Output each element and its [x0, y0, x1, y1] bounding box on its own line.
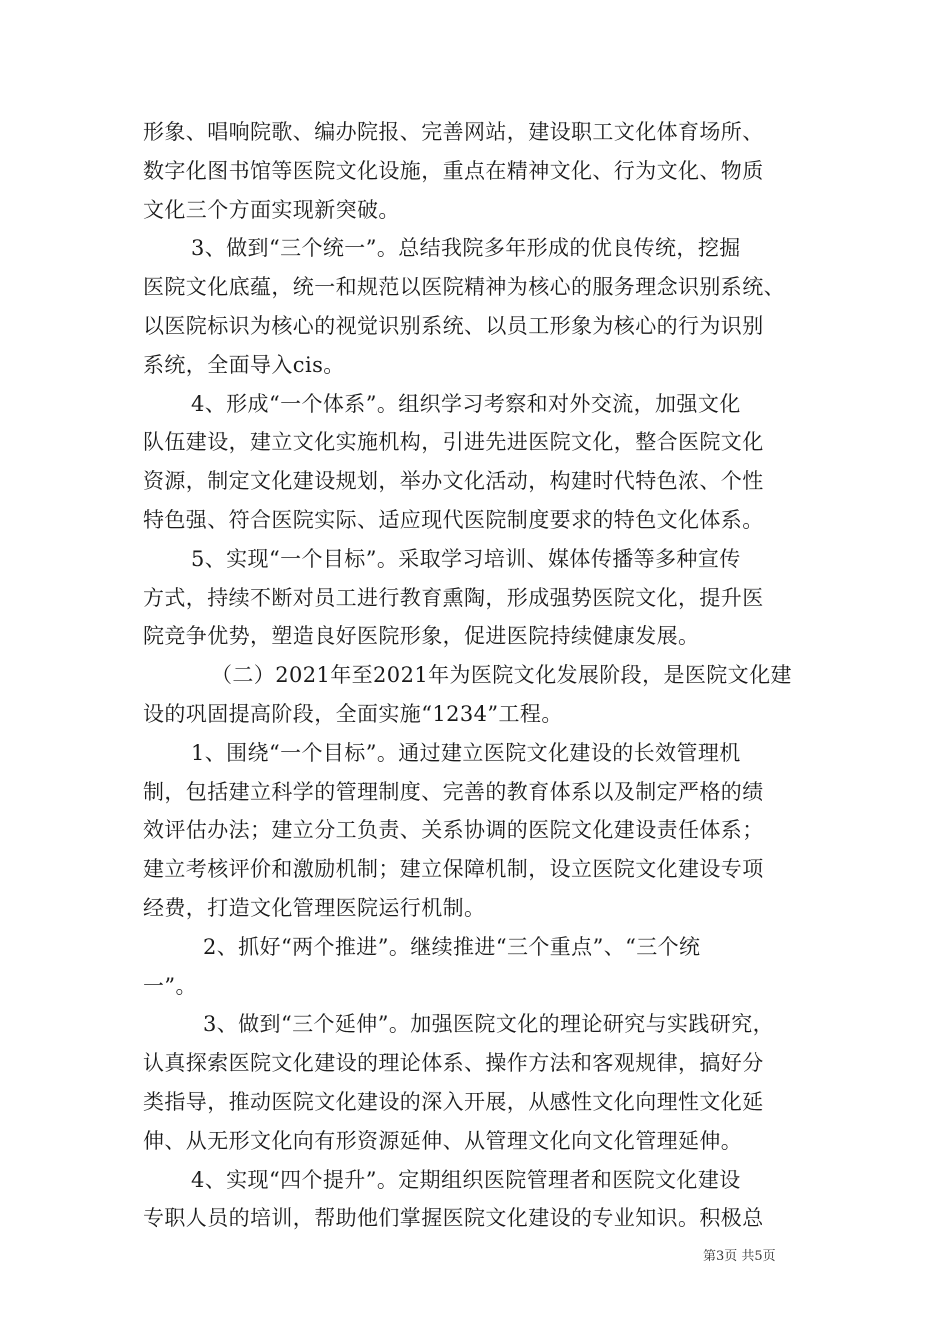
text-line: 5、实现“一个目标”。采取学习培训、媒体传播等多种宣传	[191, 546, 741, 571]
text-line: 认真探索医院文化建设的理论体系、操作方法和客观规律，搞好分	[143, 1051, 764, 1076]
text-line: 4、形成“一个体系”。组织学习考察和对外交流，加强文化	[191, 391, 741, 416]
text-line: 院竞争优势，塑造良好医院形象，促进医院持续健康发展。	[143, 624, 700, 649]
text-line: 形象、唱响院歌、编办院报、完善网站，建设职工文化体育场所、	[143, 120, 764, 144]
text-line: 经费，打造文化管理医院运行机制。	[143, 895, 486, 920]
text-line: 4、实现“四个提升”。定期组织医院管理者和医院文化建设	[191, 1167, 741, 1192]
text-line: 建立考核评价和激励机制；建立保障机制，设立医院文化建设专项	[143, 857, 764, 882]
paragraph-item-2	[143, 928, 823, 1006]
text-line: 一”。	[143, 973, 197, 998]
paragraph-item-3	[143, 229, 823, 384]
page-number: 第3页 共5页	[703, 1249, 776, 1264]
body-text	[143, 113, 823, 1238]
text-line: 文化三个方面实现新突破。	[143, 197, 400, 222]
paragraph-continuation	[143, 113, 823, 229]
text-line: 1、围绕“一个目标”。通过建立医院文化建设的长效管理机	[191, 740, 741, 765]
text-line: 设的巩固提高阶段，全面实施“1234”工程。	[143, 701, 563, 726]
paragraph-item-4	[143, 385, 823, 540]
text-line: 制，包括建立科学的管理制度、完善的教育体系以及制定严格的绩	[143, 779, 764, 804]
paragraph-item-5	[143, 540, 823, 656]
text-line: 队伍建设，建立文化实施机构，引进先进医院文化，整合医院文化	[143, 430, 764, 455]
text-line: 方式，持续不断对员工进行教育熏陶，形成强势医院文化，提升医	[143, 585, 764, 610]
text-line: 医院文化底蕴，统一和规范以医院精神为核心的服务理念识别系统、	[143, 275, 785, 300]
paragraph-item-1	[143, 734, 823, 928]
paragraph-section-2	[143, 656, 823, 734]
text-line: 资源，制定文化建设规划，举办文化活动，构建时代特色浓、个性	[143, 469, 764, 494]
text-line: 系统，全面导入cis。	[143, 352, 345, 377]
text-line: 特色强、符合医院实际、适应现代医院制度要求的特色文化体系。	[143, 507, 764, 532]
text-line: 3、做到“三个统一”。总结我院多年形成的优良传统，挖掘	[191, 236, 741, 261]
text-line: （二）2021年至2021年为医院文化发展阶段，是医院文化建	[211, 663, 792, 688]
paragraph-item-4b	[143, 1161, 823, 1239]
text-line: 以医院标识为核心的视觉识别系统、以员工形象为核心的行为识别	[143, 313, 764, 338]
text-line: 数字化图书馆等医院文化设施，重点在精神文化、行为文化、物质	[143, 158, 764, 183]
text-line: 专职人员的培训，帮助他们掌握医院文化建设的专业知识。积极总	[143, 1206, 764, 1231]
text-line: 效评估办法；建立分工负责、关系协调的医院文化建设责任体系；	[143, 818, 764, 843]
text-line: 3、做到“三个延伸”。加强医院文化的理论研究与实践研究，	[203, 1012, 775, 1037]
text-line: 类指导，推动医院文化建设的深入开展，从感性文化向理性文化延	[143, 1089, 764, 1114]
paragraph-item-3b	[143, 1005, 823, 1160]
text-line: 伸、从无形文化向有形资源延伸、从管理文化向文化管理延伸。	[143, 1128, 743, 1153]
text-line: 2、抓好“两个推进”。继续推进“三个重点”、“三个统	[203, 934, 701, 959]
